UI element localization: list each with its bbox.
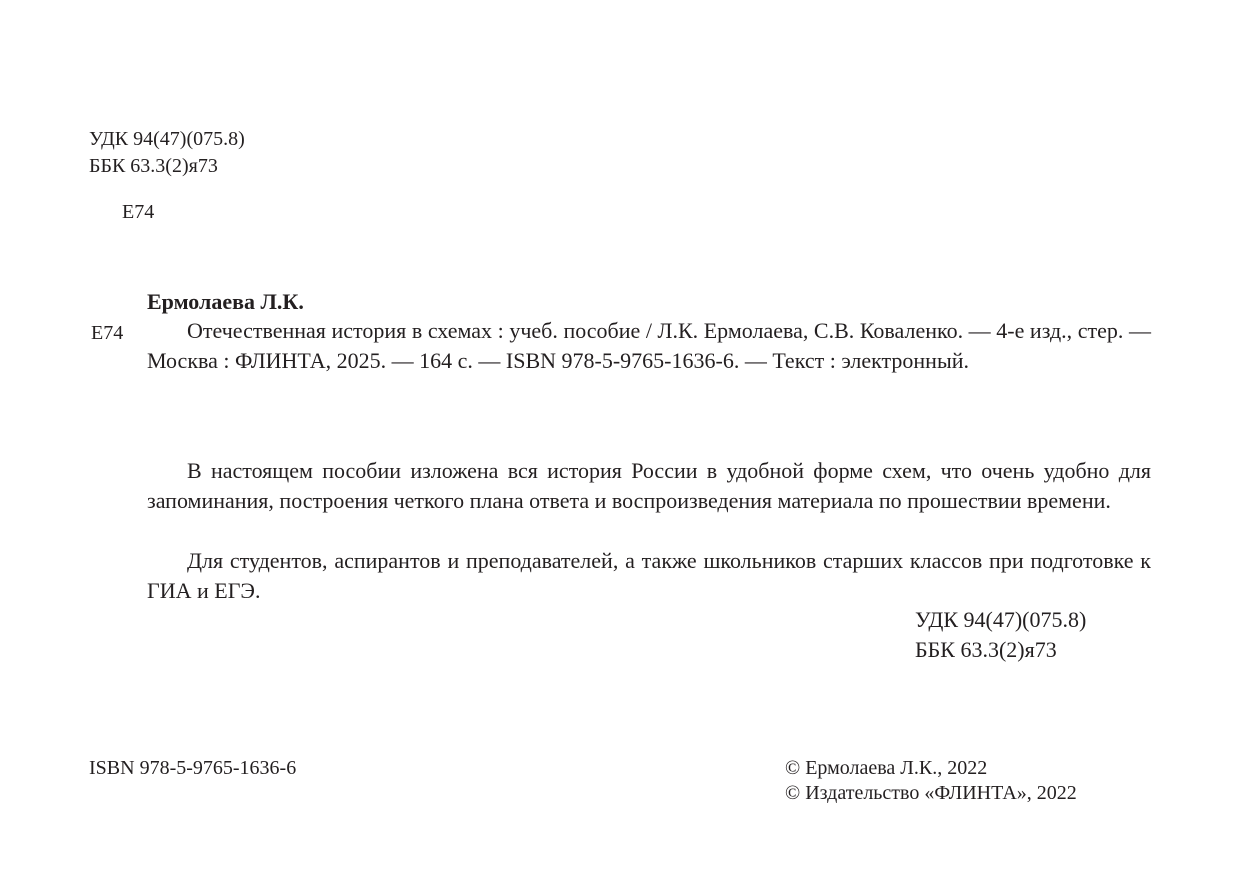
bbk-code-top: ББК 63.3(2)я73 [89, 155, 218, 177]
bbk-code-right: ББК 63.3(2)я73 [915, 637, 1057, 662]
author-heading: Ермолаева Л.К. [147, 289, 304, 314]
bibliographic-description: Отечественная история в схемах : учеб. пособие / Л.К. Ермолаева, С.В. Коваленко. — 4-е изд., стер. — Москва : ФЛИНТА, 2025. — 164 с. — ISBN 978-5-9765-1636-6. — Текст : электронный. [147, 318, 1151, 373]
copyright-author: © Ермолаева Л.К., 2022 [785, 757, 988, 779]
udk-code-top: УДК 94(47)(075.8) [89, 128, 245, 150]
isbn-footer: ISBN 978-5-9765-1636-6 [89, 757, 297, 779]
annotation-paragraph: В настоящем пособии изложена вся история России в удобной форме схем, что очень удобно для запоминания, построения четкого плана ответа и воспроизведения материала по прошествии времени. [147, 458, 1151, 513]
copyright-publisher: © Издательство «ФЛИНТА», 2022 [785, 782, 1077, 804]
udk-code-right: УДК 94(47)(075.8) [915, 607, 1087, 632]
author-sign-top: Е74 [122, 201, 155, 223]
author-sign-left: Е74 [91, 322, 124, 344]
audience-paragraph: Для студентов, аспирантов и преподавателей, а также школьников старших классов при подготовке к ГИА и ЕГЭ. [147, 548, 1151, 603]
